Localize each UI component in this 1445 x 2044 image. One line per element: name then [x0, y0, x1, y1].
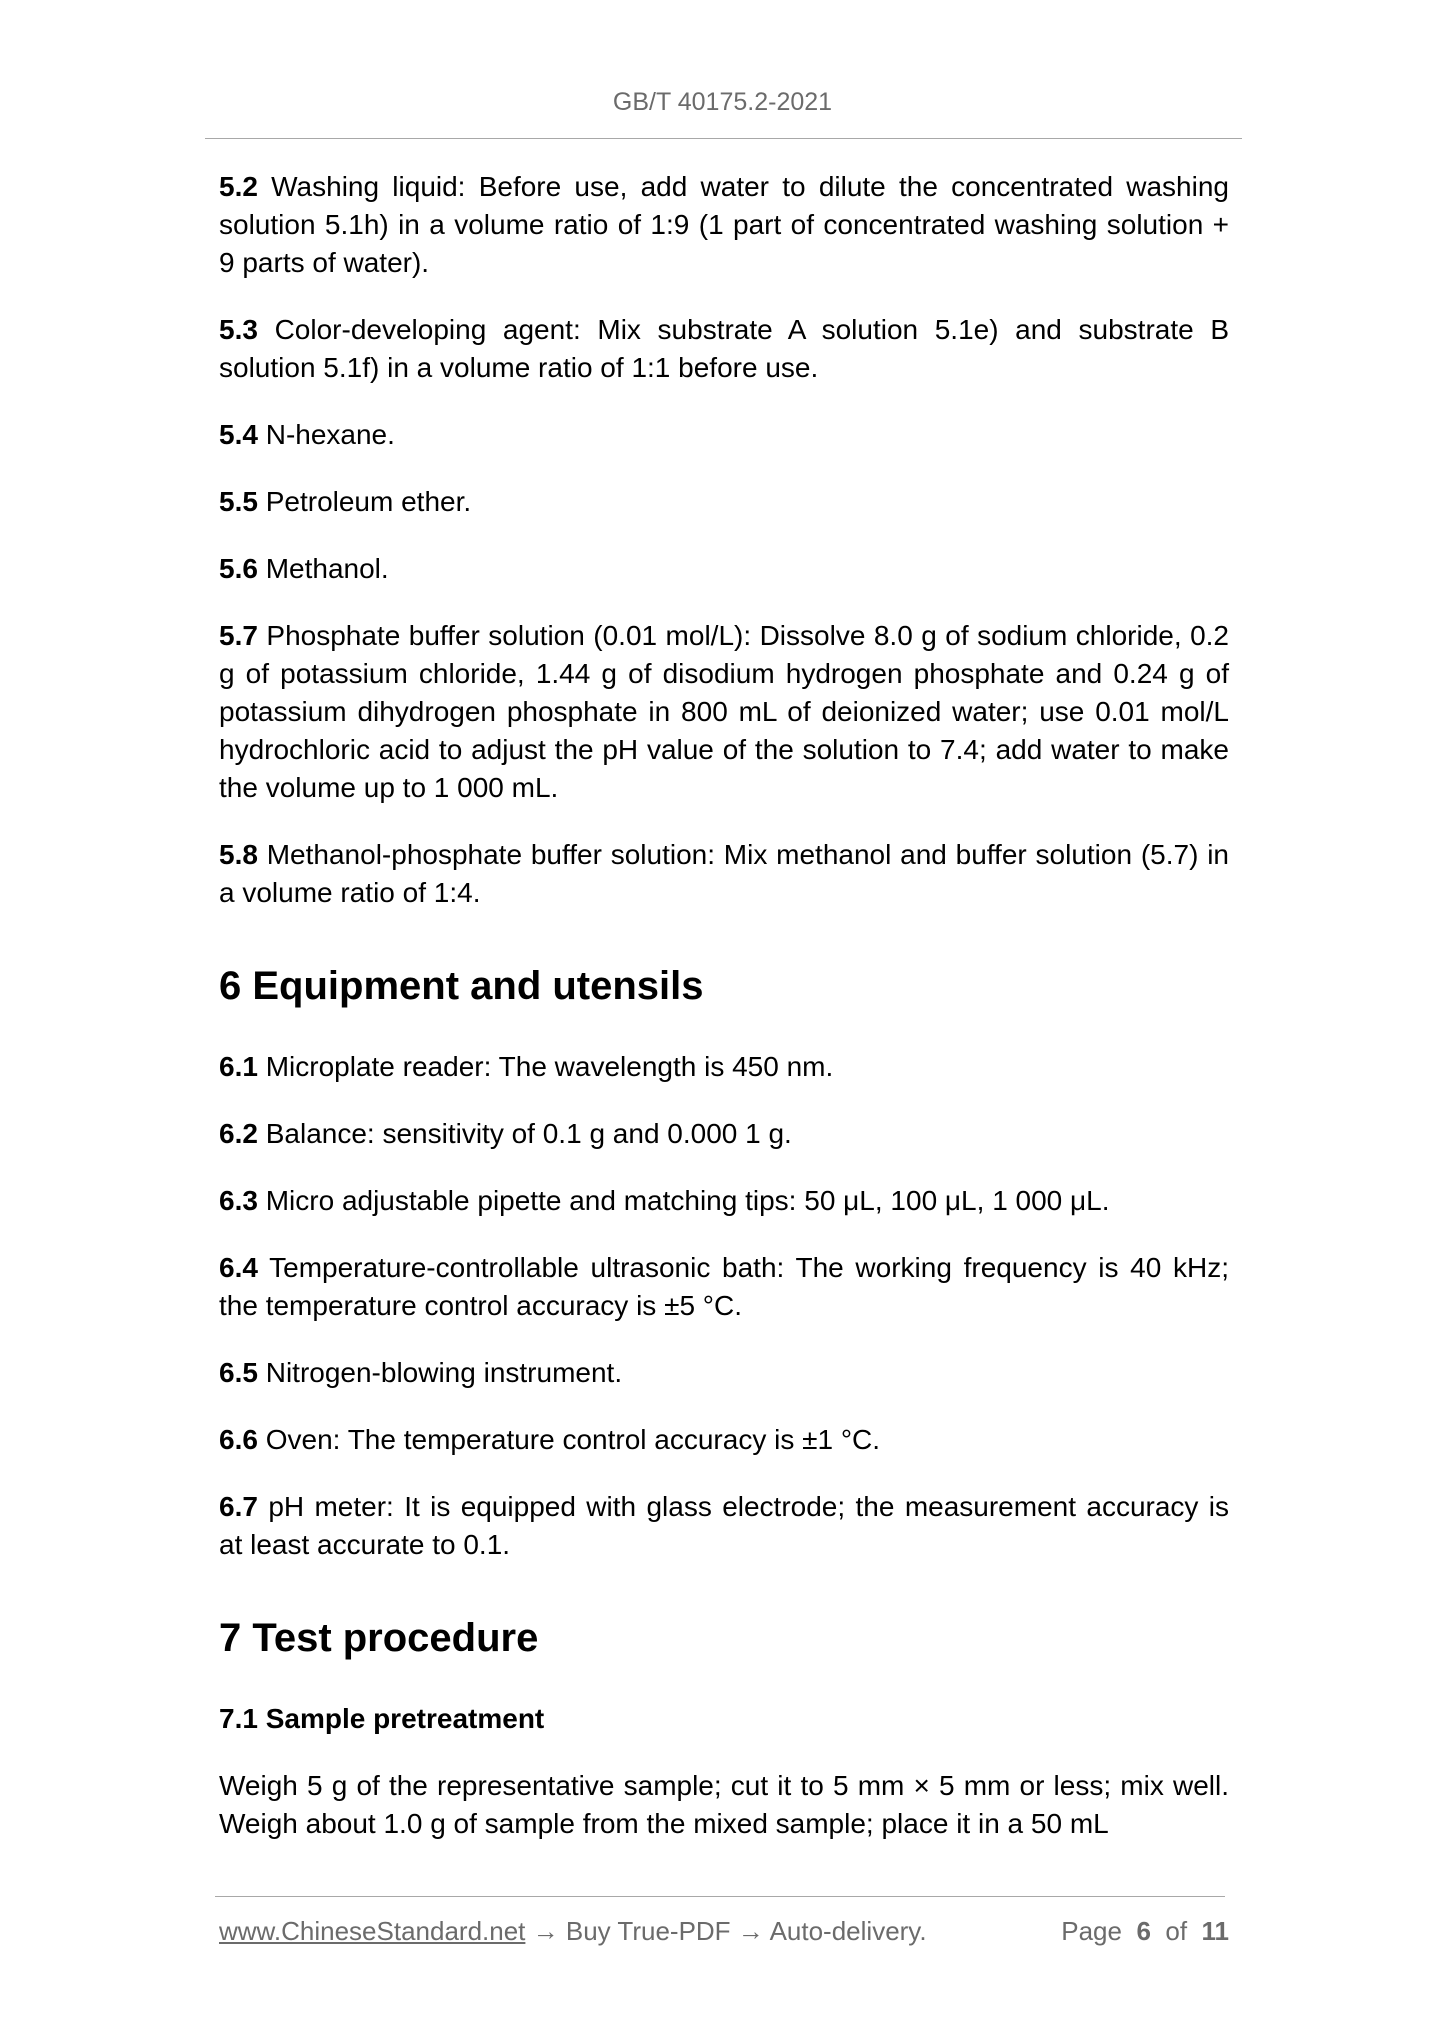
clause-number: 5.7 [219, 620, 258, 651]
total-pages: 11 [1201, 1916, 1229, 1946]
clause-number: 5.4 [219, 419, 258, 450]
section-heading-7: 7 Test procedure [219, 1616, 539, 1660]
paragraph-6-5 [219, 1354, 1229, 1392]
clause-number: 5.5 [219, 486, 258, 517]
clause-text: Temperature-controllable ultrasonic bath: The working frequency is 40 kHz; the temperature control accuracy is ±5 °C. [219, 1252, 1229, 1321]
paragraph-6-1 [219, 1048, 1229, 1086]
paragraph-5-7 [219, 617, 1229, 807]
clause-text: Methanol-phosphate buffer solution: Mix methanol and buffer solution (5.7) in a volume ratio of 1:4. [219, 839, 1229, 908]
header-divider [205, 138, 1242, 139]
clause-number: 6.5 [219, 1357, 258, 1388]
clause-text: Microplate reader: The wavelength is 450 nm. [265, 1051, 834, 1082]
clause-text: Methanol. [265, 553, 389, 584]
clause-number: 6.6 [219, 1424, 258, 1455]
paragraph-6-3 [219, 1182, 1229, 1220]
footer-divider [215, 1896, 1225, 1897]
paragraph-6-4 [219, 1249, 1229, 1325]
page-number [1061, 1916, 1229, 1947]
paragraph-5-4 [219, 416, 1229, 454]
clause-text: Balance: sensitivity of 0.1 g and 0.000 1 g. [265, 1118, 792, 1149]
clause-text: Oven: The temperature control accuracy is ±1 °C. [265, 1424, 881, 1455]
paragraph-6-7 [219, 1488, 1229, 1564]
clause-number: 6.3 [219, 1185, 258, 1216]
clause-number: 5.6 [219, 553, 258, 584]
paragraph-5-2 [219, 168, 1229, 282]
of-label: of [1165, 1916, 1188, 1946]
document-header: GB/T 40175.2-2021 [612, 88, 833, 116]
paragraph-5-5 [219, 483, 1229, 521]
subsection-heading-7-1: 7.1 Sample pretreatment [219, 1703, 545, 1734]
clause-text: Phosphate buffer solution (0.01 mol/L): Dissolve 8.0 g of sodium chloride, 0.2 g of potassium chloride, 1.44 g of disodium hydrogen phosphate and 0.24 g of potassium dihydrogen phosphate in 800 mL of deionized water; use 0.01 mol/L hydrochloric acid to adjust the pH value of the solution to 7.4; add water to make the volume up to 1 000 mL. [219, 620, 1229, 803]
clause-number: 6.1 [219, 1051, 258, 1082]
paragraph-6-6 [219, 1421, 1229, 1459]
footer-promo-text: → Buy True-PDF → Auto-delivery. [525, 1916, 927, 1946]
clause-number: 6.4 [219, 1252, 258, 1283]
footer-promo [219, 1916, 927, 1947]
clause-text: pH meter: It is equipped with glass electrode; the measurement accuracy is at least accurate to 0.1. [219, 1491, 1230, 1560]
clause-text: Petroleum ether. [265, 486, 472, 517]
clause-text: N-hexane. [265, 419, 395, 450]
paragraph-7-1-text: Weigh 5 g of the representative sample; cut it to 5 mm × 5 mm or less; mix well. Weigh about 1.0 g of sample from the mixed sample; place it in a 50 mL [219, 1770, 1229, 1839]
clause-text: Nitrogen-blowing instrument. [265, 1357, 623, 1388]
clause-number: 5.3 [219, 314, 258, 345]
clause-number: 6.2 [219, 1118, 258, 1149]
document-body [219, 168, 1229, 1872]
section-heading-6: 6 Equipment and utensils [219, 964, 704, 1008]
paragraph-6-2 [219, 1115, 1229, 1153]
website-link[interactable]: www.ChineseStandard.net [219, 1916, 526, 1946]
clause-number: 5.8 [219, 839, 258, 870]
current-page: 6 [1136, 1916, 1151, 1946]
paragraph-5-8 [219, 836, 1229, 912]
paragraph-5-3 [219, 311, 1229, 387]
clause-number: 5.2 [219, 171, 258, 202]
clause-text: Washing liquid: Before use, add water to dilute the concentrated washing solution 5.1h) in a volume ratio of 1:9 (1 part of concentrated washing solution + 9 parts of water). [219, 171, 1229, 278]
page-footer [219, 1916, 1229, 1950]
paragraph-5-6 [219, 550, 1229, 588]
clause-number: 6.7 [219, 1491, 258, 1522]
clause-text: Micro adjustable pipette and matching tips: 50 μL, 100 μL, 1 000 μL. [265, 1185, 1110, 1216]
page-label: Page [1061, 1916, 1122, 1946]
clause-text: Color-developing agent: Mix substrate A solution 5.1e) and substrate B solution 5.1f) in a volume ratio of 1:1 before use. [219, 314, 1229, 383]
